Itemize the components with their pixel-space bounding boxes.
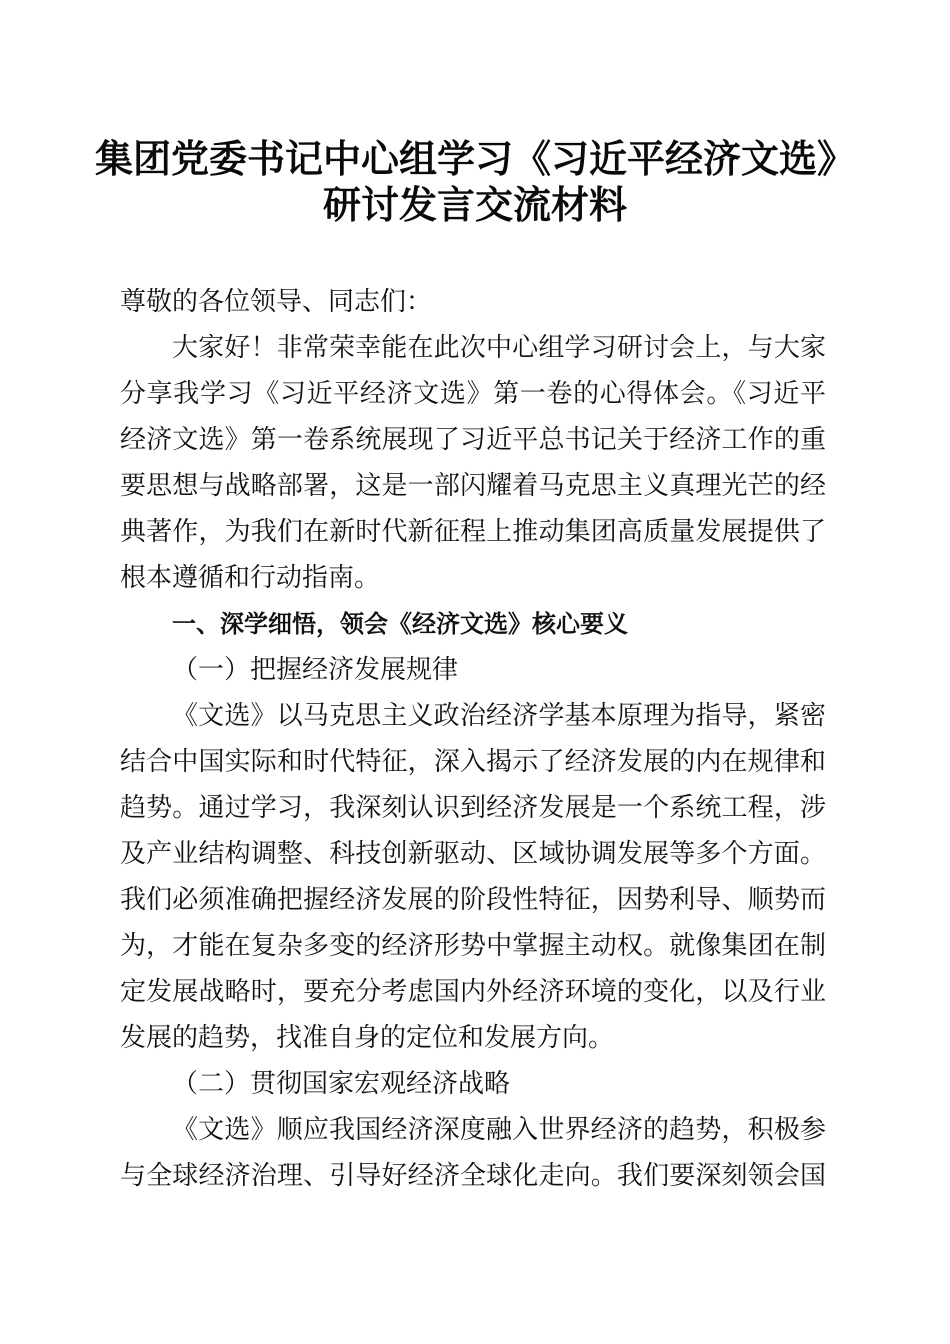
paragraph-line: 及产业结构调整、科技创新驱动、区域协调发展等多个方面。 xyxy=(120,839,826,869)
paragraph-line: 发展的趋势，找准自身的定位和发展方向。 xyxy=(120,1023,615,1053)
intro-line: 经济文选》第一卷系统展现了习近平总书记关于经济工作的重 xyxy=(120,425,826,455)
intro-line: 要思想与战略部署，这是一部闪耀着马克思主义真理光芒的经 xyxy=(120,471,826,501)
subsection-heading: （二）贯彻国家宏观经济战略 xyxy=(172,1069,511,1099)
paragraph-line: 结合中国实际和时代特征，深入揭示了经济发展的内在规律和 xyxy=(120,747,826,777)
paragraph-line: 我们必须准确把握经济发展的阶段性特征，因势利导、顺势而 xyxy=(120,885,826,915)
paragraph-line: 为，才能在复杂多变的经济形势中掌握主动权。就像集团在制 xyxy=(120,931,826,961)
paragraph-line: 趋势。通过学习，我深刻认识到经济发展是一个系统工程，涉 xyxy=(120,793,826,823)
intro-line: 根本遵循和行动指南。 xyxy=(120,563,381,593)
intro-line: 分享我学习《习近平经济文选》第一卷的心得体会。《习近平 xyxy=(120,379,826,409)
subsection-heading: （一）把握经济发展规律 xyxy=(172,655,459,685)
paragraph-line: 《文选》顺应我国经济深度融入世界经济的趋势，积极参 xyxy=(172,1115,826,1145)
document-title-line2: 研讨发言交流材料 xyxy=(322,182,627,227)
paragraph-line: 与全球经济治理、引导好经济全球化走向。我们要深刻领会国 xyxy=(120,1161,826,1191)
salutation: 尊敬的各位领导、同志们： xyxy=(120,287,433,317)
section-heading: 一、深学细悟，领会《经济文选》核心要义 xyxy=(172,610,628,638)
paragraph-line: 《文选》以马克思主义政治经济学基本原理为指导，紧密 xyxy=(172,701,826,731)
paragraph-line: 定发展战略时，要充分考虑国内外经济环境的变化，以及行业 xyxy=(120,977,826,1007)
document-title-line1: 集团党委书记中心组学习《习近平经济文选》 xyxy=(94,136,855,181)
document-body xyxy=(120,279,826,1199)
intro-line: 典著作，为我们在新时代新征程上推动集团高质量发展提供了 xyxy=(120,517,826,547)
intro-line: 大家好！非常荣幸能在此次中心组学习研讨会上，与大家 xyxy=(172,333,826,363)
